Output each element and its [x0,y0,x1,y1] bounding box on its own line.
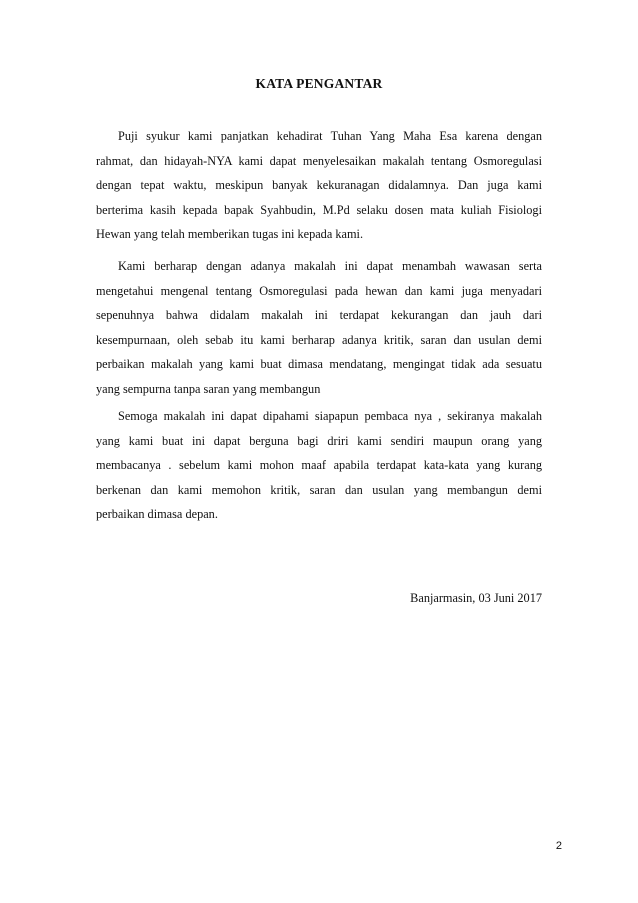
paragraph-line: perbaikan makalah yang kami buat dimasa mendatang, mengingat tidak ada sesuatu [96,357,542,371]
paragraph-3 [96,404,542,527]
paragraph-2 [96,254,542,401]
place-date-signature: Banjarmasin, 03 Juni 2017 [410,591,542,605]
paragraph-line: membacanya . sebelum kami mohon maaf apabila terdapat kata-kata yang kurang [96,458,542,472]
paragraph-line: berterima kasih kepada bapak Syahbudin, M.Pd selaku dosen mata kuliah Fisiologi [96,202,542,217]
paragraph-line: mengetahui mengenal tentang Osmoregulasi pada hewan dan kami juga menyadari [96,283,542,298]
paragraph-line: kesempurnaan, oleh sebab itu kami berharap adanya kritik, saran dan usulan demi [96,332,542,347]
paragraph-line: Kami berharap dengan adanya makalah ini dapat menambah wawasan serta [118,259,542,273]
paragraph-line: berkenan dan kami memohon kritik, saran dan usulan yang membangun demi [96,482,542,497]
paragraph-line: sepenuhnya bahwa didalam makalah ini terdapat kekurangan dan jauh dari [96,308,542,322]
paragraph-line: yang kami buat ini dapat berguna bagi driri kami sendiri maupun orang yang [96,433,542,448]
paragraph-line: Semoga makalah ini dapat dipahami siapapun pembaca nya , sekiranya makalah [118,409,542,423]
paragraph-line: perbaikan dimasa depan. [96,507,218,521]
paragraph-line: Puji syukur kami panjatkan kehadirat Tuhan Yang Maha Esa karena dengan [118,129,542,143]
page-title: KATA PENGANTAR [255,76,383,91]
paragraph-1 [96,124,542,247]
paragraph-line: yang sempurna tanpa saran yang membangun [96,381,321,396]
page-number: 2 [555,840,562,852]
paragraph-line: rahmat, dan hidayah-NYA kami dapat menyelesaikan makalah tentang Osmoregulasi [96,153,542,168]
paragraph-line: Hewan yang telah memberikan tugas ini kepada kami. [96,227,364,241]
paragraph-line: dengan tepat waktu, meskipun banyak kekuranagan didalamnya. Dan juga kami [96,178,542,192]
